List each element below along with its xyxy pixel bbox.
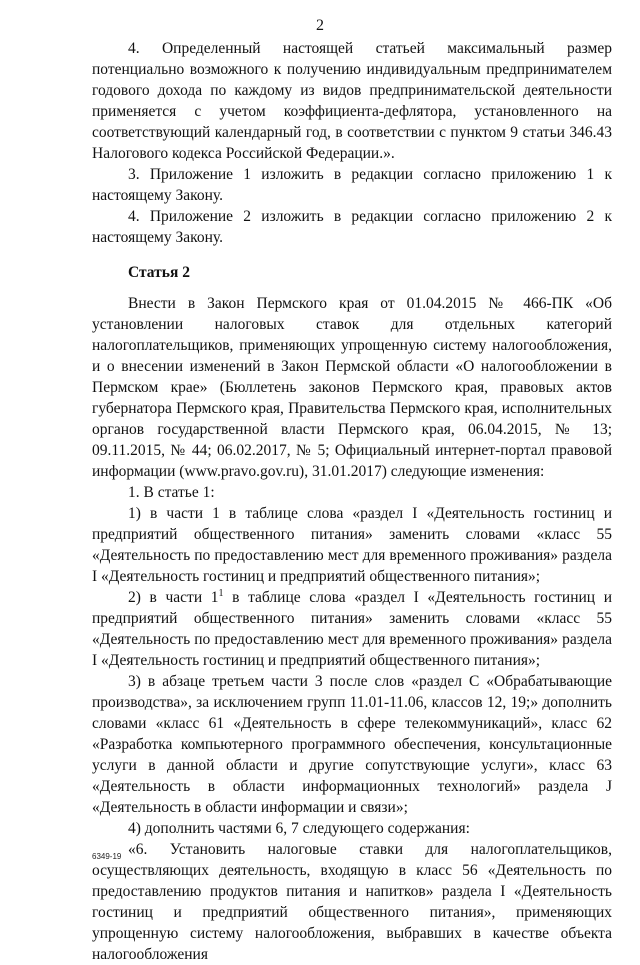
paragraph: 1) в части 1 в таблице слова «раздел I «Деятельность гостиниц и предприятий общественного питания» заменить словами «класс 55 «Деятельность по предоставлению мест для временного проживания» раздела I «Деятельность гостиниц и предприятий общественного питания»; <box>92 505 612 585</box>
paragraph: 3. Приложение 1 изложить в редакции согласно приложению 1 к настоящему Закону. <box>92 166 612 204</box>
paragraph: 4) дополнить частями 6, 7 следующего содержания: <box>128 820 470 837</box>
paragraph: Внести в Закон Пермского края от 01.04.2015 № 466-ПК «Об установлении налоговых ставок для отдельных категорий налогоплательщиков, применяющих упрощенную систему налогообложения, и о внесении изменений в Закон Пермской области «О налогообложении в Пермском крае» (Бюллетень законов Пермского края, правовых актов губернатора Пермского края, Правительства Пермского края, исполнительных органов государственной власти Пермского края, 06.04.2015, № 13; 09.11.2015, № 44; 06.02.2017, № 5; Официальный интернет-портал правовой информации (www.pravo.gov.ru), 31.01.2017) следующие изменения: <box>92 295 612 480</box>
paragraph: «6. Установить налоговые ставки для налогоплательщиков, осуществляющих деятельность, входящую в класс 56 «Деятельность по предоставлению продуктов питания и напитков» раздела I «Деятельность гостиниц и предприятий общественного питания», применяющих упрощенную систему налогообложения, выбравших в качестве объекта налогообложения <box>92 841 612 963</box>
superscript: 1 <box>218 587 224 599</box>
paragraph: 3) в абзаце третьем части 3 после слов «раздел С «Обрабатывающие производства», за исключением групп 11.01-11.06, классов 12, 19;» дополнить словами «класс 61 «Деятельность в сфере телекоммуникаций», класс 62 «Разработка компьютерного программного обеспечения, консультационные услуги в данной области и другие сопутствующие услуги», класс 63 «Деятельность в области информационных технологий» раздела J «Деятельность в области информации и связи»; <box>92 673 612 816</box>
article-heading: Статья 2 <box>128 264 190 281</box>
item-text: 2) в части 1 <box>128 589 219 606</box>
paragraph <box>92 587 612 671</box>
paragraph: 4. Приложение 2 изложить в редакции согласно приложению 2 к настоящему Закону. <box>92 208 612 246</box>
paragraph: 1. В статье 1: <box>128 484 215 501</box>
page-number: 2 <box>316 17 324 34</box>
item-text: в таблице слова «раздел I «Деятельность гостиниц и предприятий общественного питания» заменить словами «класс 55 «Деятельность по предоставлению мест для временного проживания» раздела I «Деятельность гостиниц и предприятий общественного питания»; <box>92 589 612 669</box>
document-code: 6349-19 <box>92 852 122 861</box>
document-body <box>92 38 612 965</box>
paragraph: 4. Определенный настоящей статьей максимальный размер потенциально возможного к получению индивидуальным предпринимателем годового дохода по каждому из видов предпринимательской деятельности применяется с учетом коэффициента-дефлятора, установленного на соответствующий календарный год, в соответствии с пунктом 9 статьи 346.43 Налогового кодекса Российской Федерации.». <box>92 40 612 162</box>
